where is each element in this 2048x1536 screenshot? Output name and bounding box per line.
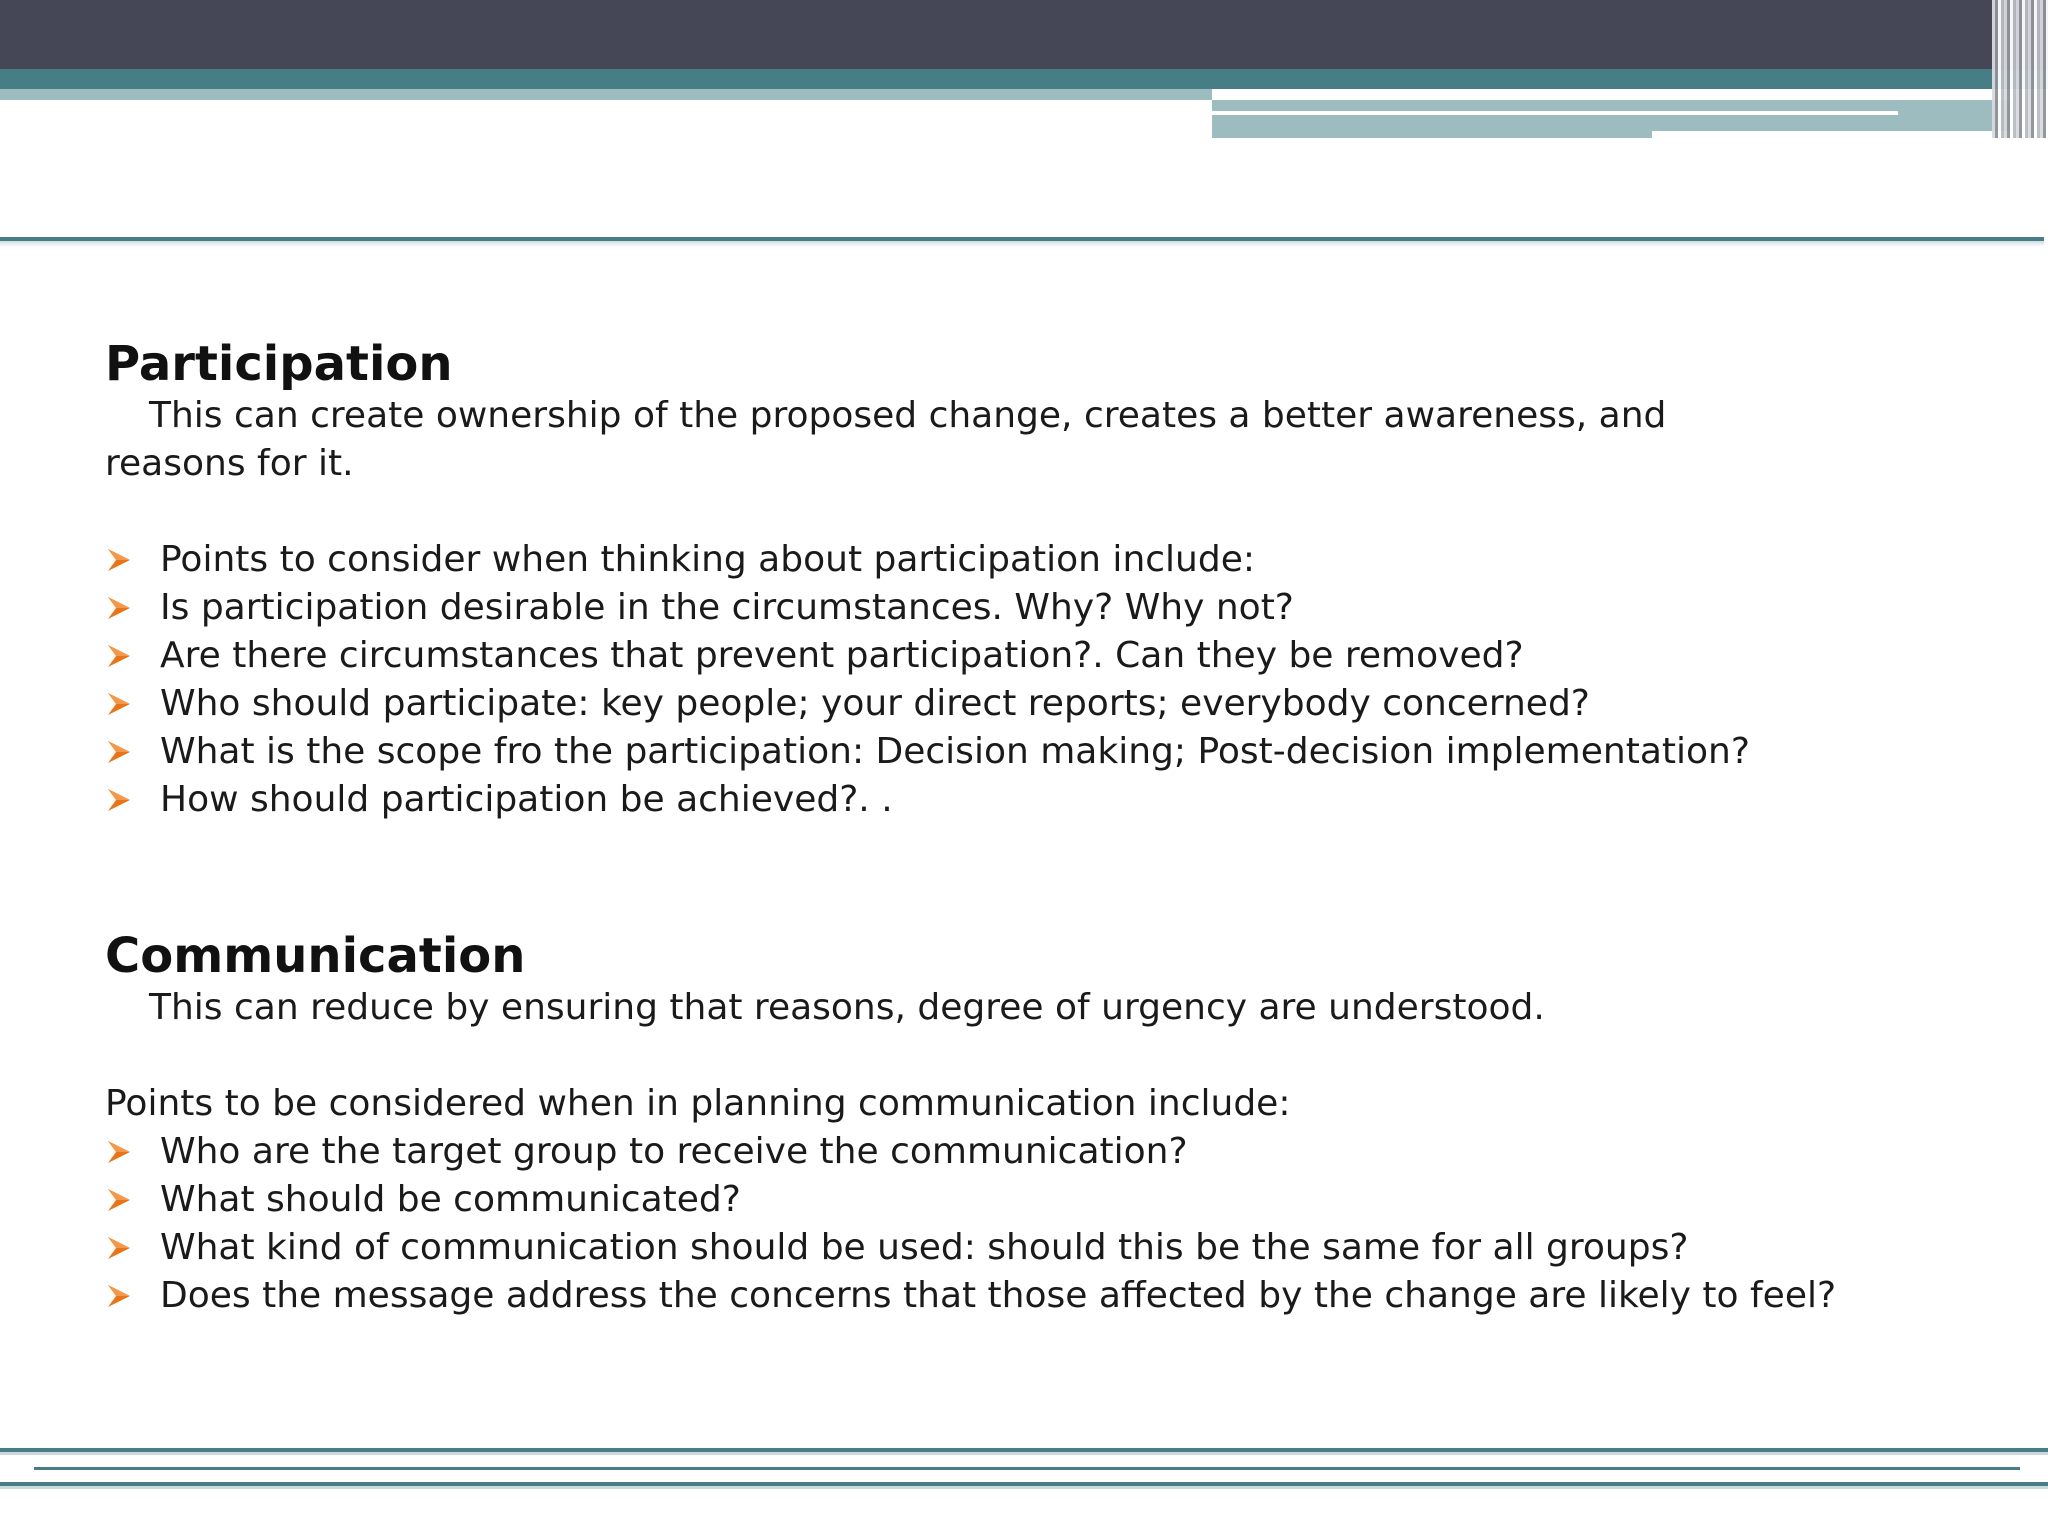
communication-heading: Communication — [105, 928, 526, 984]
list-item-text: Is participation desirable in the circumstances. Why? Why not? — [160, 587, 1294, 628]
header-banner-light — [0, 89, 1212, 100]
communication-intro-text: This can reduce by ensuring that reasons, degree of urgency are understood. — [149, 987, 1545, 1028]
list-item-text: Are there circumstances that prevent participation?. Can they be removed? — [160, 635, 1524, 676]
communication-bullet-list — [105, 1128, 2005, 1320]
communication-intro — [105, 984, 2005, 1032]
list-item-text: Who should participate: key people; your direct reports; everybody concerned? — [160, 683, 1590, 724]
participation-intro — [105, 392, 2005, 440]
list-item — [105, 776, 2005, 824]
orange-arrowhead-icon — [107, 788, 131, 812]
participation-intro-line2: reasons for it. — [105, 443, 354, 484]
slide-content — [105, 336, 2005, 1320]
orange-arrowhead-icon — [107, 692, 131, 716]
footer-rule-middle — [34, 1467, 2020, 1470]
list-item — [105, 1176, 2005, 1224]
header-banner-step-lower-right — [1652, 116, 2012, 131]
orange-arrowhead-icon — [107, 548, 131, 572]
list-item — [105, 1272, 2005, 1320]
list-item-text: Who are the target group to receive the communication? — [160, 1131, 1188, 1172]
list-item-text: How should participation be achieved?. . — [160, 779, 893, 820]
spacer — [105, 824, 2005, 928]
list-item — [105, 632, 2005, 680]
orange-arrowhead-icon — [107, 1140, 131, 1164]
list-item — [105, 1224, 2005, 1272]
participation-bullet-list — [105, 536, 2005, 824]
list-item — [105, 680, 2005, 728]
list-item-text: Does the message address the concerns that those affected by the change are likely to feel? — [160, 1275, 1837, 1316]
list-item — [105, 584, 2005, 632]
spacer — [105, 1032, 2005, 1080]
list-item-text: What kind of communication should be used: should this be the same for all groups? — [160, 1227, 1689, 1268]
orange-arrowhead-icon — [107, 596, 131, 620]
list-item-text: What is the scope fro the participation: Decision making; Post-decision implementation? — [160, 731, 1750, 772]
list-item-text: Points to consider when thinking about participation include: — [160, 539, 1255, 580]
orange-arrowhead-icon — [107, 1188, 131, 1212]
list-item — [105, 536, 2005, 584]
footer-rule-bottom-shadow — [0, 1486, 2048, 1489]
orange-arrowhead-icon — [107, 1236, 131, 1260]
spacer — [105, 488, 2005, 536]
list-item — [105, 1128, 2005, 1176]
header-banner-step-lower — [1212, 116, 1652, 138]
header-banner-teal — [0, 69, 2048, 89]
orange-arrowhead-icon — [107, 1284, 131, 1308]
header-banner-dark — [0, 0, 2048, 69]
list-item-text: What should be communicated? — [160, 1179, 741, 1220]
participation-heading: Participation — [105, 336, 453, 392]
orange-arrowhead-icon — [107, 740, 131, 764]
title-divider-shadow — [0, 241, 2044, 247]
communication-points-intro: Points to be considered when in planning communication include: — [105, 1083, 1291, 1124]
orange-arrowhead-icon — [107, 644, 131, 668]
participation-intro-line1: This can create ownership of the proposed change, creates a better awareness, and — [149, 395, 1667, 436]
header-banner-white-line — [1212, 111, 1898, 115]
footer-rule-top-shadow — [0, 1452, 2048, 1455]
header-stripes — [1992, 0, 2048, 138]
list-item — [105, 728, 2005, 776]
